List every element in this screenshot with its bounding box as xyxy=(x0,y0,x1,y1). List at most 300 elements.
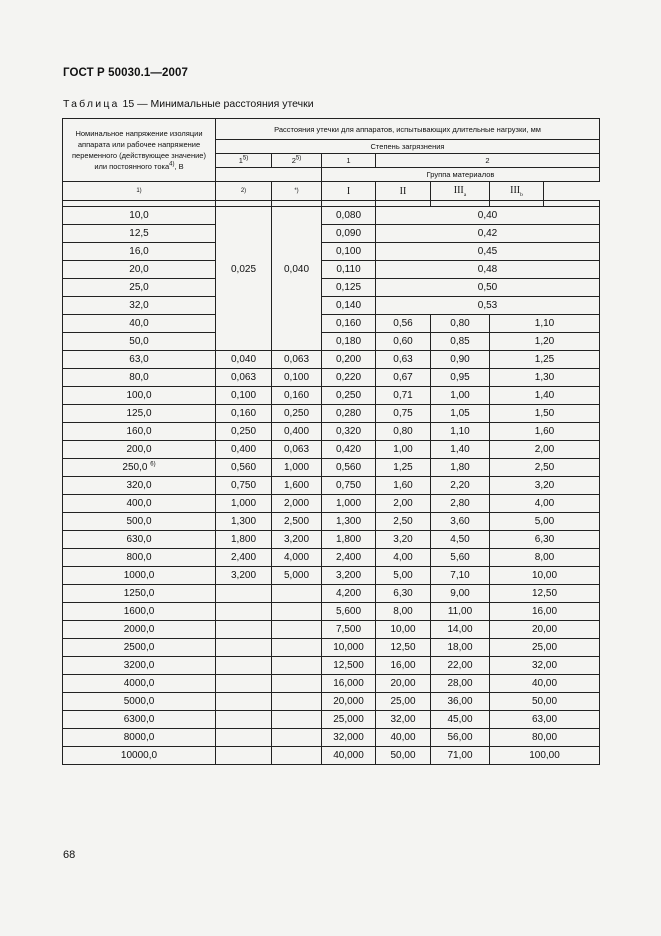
material-group-ii: II xyxy=(376,182,431,201)
p1-cell: 0,320 xyxy=(322,423,376,441)
voltage-value: 400,0 xyxy=(126,498,152,509)
voltage-cell xyxy=(63,531,216,549)
degree-d2-cell xyxy=(272,657,322,675)
degree-d1-cell: 0,750 xyxy=(216,477,272,495)
header-row-5 xyxy=(63,182,600,201)
voltage-cell xyxy=(63,585,216,603)
table-row xyxy=(63,513,600,531)
group-iii-cell: 1,30 xyxy=(490,369,600,387)
degree-d1-cell xyxy=(216,657,272,675)
group-i-cell: 5,00 xyxy=(376,567,431,585)
p1-cell: 20,000 xyxy=(322,693,376,711)
table-row xyxy=(63,261,600,279)
group-ii-cell: 2,20 xyxy=(431,477,490,495)
table-row xyxy=(63,531,600,549)
voltage-cell xyxy=(63,315,216,333)
group-ii-cell: 22,00 xyxy=(431,657,490,675)
p1-cell: 0,160 xyxy=(322,315,376,333)
table-row xyxy=(63,441,600,459)
p1-cell: 1,300 xyxy=(322,513,376,531)
group-i-cell: 3,20 xyxy=(376,531,431,549)
table-row xyxy=(63,549,600,567)
p1-cell: 0,420 xyxy=(322,441,376,459)
header-row-1 xyxy=(63,119,600,140)
group-i-cell: 10,00 xyxy=(376,621,431,639)
group-iii-cell: 80,00 xyxy=(490,729,600,747)
degree-d1-cell xyxy=(216,693,272,711)
degree-d1-cell xyxy=(216,675,272,693)
degree-d1-cell xyxy=(216,711,272,729)
table-row xyxy=(63,729,600,747)
p1-cell: 0,090 xyxy=(322,225,376,243)
group-ii-cell: 18,00 xyxy=(431,639,490,657)
material-group-sub: a xyxy=(463,191,467,198)
p1-cell: 32,000 xyxy=(322,729,376,747)
voltage-cell xyxy=(63,387,216,405)
p1-cell: 0,080 xyxy=(322,207,376,225)
group-all-cell: 0,42 xyxy=(376,225,600,243)
voltage-cell xyxy=(63,243,216,261)
group-i-cell: 8,00 xyxy=(376,603,431,621)
group-i-cell: 32,00 xyxy=(376,711,431,729)
group-ii-cell: 71,00 xyxy=(431,747,490,765)
p1-cell: 12,500 xyxy=(322,657,376,675)
p1-cell: 0,220 xyxy=(322,369,376,387)
group-ii-cell: 7,10 xyxy=(431,567,490,585)
table-caption xyxy=(63,98,314,110)
group-i-cell: 0,67 xyxy=(376,369,431,387)
table-row xyxy=(63,747,600,765)
voltage-cell xyxy=(63,693,216,711)
voltage-cell xyxy=(63,711,216,729)
table-row xyxy=(63,279,600,297)
header-voltage-suffix: , В xyxy=(174,162,184,171)
voltage-value: 6300,0 xyxy=(123,714,155,725)
table-row xyxy=(63,207,600,225)
voltage-value: 63,0 xyxy=(129,354,149,365)
degree-d1-cell xyxy=(216,729,272,747)
degree-d1-cell: 0,400 xyxy=(216,441,272,459)
group-iii-cell: 1,25 xyxy=(490,351,600,369)
degree-d2-cell xyxy=(272,225,322,243)
p1-cell: 0,140 xyxy=(322,297,376,315)
pollution-degree xyxy=(216,154,272,168)
voltage-cell xyxy=(63,405,216,423)
table-row xyxy=(63,603,600,621)
voltage-value: 8000,0 xyxy=(123,732,155,743)
group-ii-cell: 9,00 xyxy=(431,585,490,603)
group-i-cell: 20,00 xyxy=(376,675,431,693)
voltage-value: 500,0 xyxy=(126,516,152,527)
degree-d1-cell: 0,040 xyxy=(216,351,272,369)
material-group-iiib xyxy=(490,182,544,201)
header-blank xyxy=(216,168,322,182)
header-voltage-sup: 4) xyxy=(169,161,175,168)
degree-d1-cell xyxy=(216,639,272,657)
pollution-degree-sup: 5) xyxy=(242,155,249,162)
group-i-cell: 50,00 xyxy=(376,747,431,765)
degree-d1-cell: 2,400 xyxy=(216,549,272,567)
material-group-sub: b xyxy=(520,191,523,198)
voltage-cell xyxy=(63,747,216,765)
degree-d1-cell xyxy=(216,333,272,351)
caption-title: — Минимальные расстояния утечки xyxy=(137,98,314,110)
degree-d1-cell xyxy=(216,243,272,261)
voltage-value: 630,0 xyxy=(126,534,152,545)
group-all-cell: 0,48 xyxy=(376,261,600,279)
degree-d2-cell: 2,000 xyxy=(272,495,322,513)
voltage-value: 32,0 xyxy=(129,300,149,311)
degree-d2-cell: 3,200 xyxy=(272,531,322,549)
group-i-cell: 1,00 xyxy=(376,441,431,459)
degree-d2-cell xyxy=(272,333,322,351)
group-ii-cell: 3,60 xyxy=(431,513,490,531)
group-iii-cell: 100,00 xyxy=(490,747,600,765)
group-i-cell: 12,50 xyxy=(376,639,431,657)
group-i-cell: 1,60 xyxy=(376,477,431,495)
group-i-cell: 0,60 xyxy=(376,333,431,351)
table-row xyxy=(63,585,600,603)
table-row xyxy=(63,639,600,657)
material-group-label: III xyxy=(510,184,521,196)
table-row xyxy=(63,351,600,369)
voltage-value: 1000,0 xyxy=(123,570,155,581)
p1-cell: 0,200 xyxy=(322,351,376,369)
voltage-cell xyxy=(63,603,216,621)
voltage-value: 200,0 xyxy=(126,444,152,455)
group-ii-cell: 1,80 xyxy=(431,459,490,477)
voltage-value: 4000,0 xyxy=(123,678,155,689)
voltage-value: 80,0 xyxy=(129,372,149,383)
degree-d1-cell: 0,160 xyxy=(216,405,272,423)
group-iii-cell: 1,20 xyxy=(490,333,600,351)
table-row xyxy=(63,477,600,495)
table-row xyxy=(63,405,600,423)
voltage-cell xyxy=(63,621,216,639)
p1-cell: 0,750 xyxy=(322,477,376,495)
degree-d1-cell xyxy=(216,585,272,603)
degree-d2-cell xyxy=(272,297,322,315)
group-all-cell: 0,45 xyxy=(376,243,600,261)
header-creepage: Расстояния утечки для аппаратов, испытывающих длительные нагрузки, мм xyxy=(216,119,600,140)
group-ii-cell: 0,90 xyxy=(431,351,490,369)
voltage-cell xyxy=(63,441,216,459)
group-iii-cell: 16,00 xyxy=(490,603,600,621)
voltage-cell xyxy=(63,549,216,567)
table-row xyxy=(63,225,600,243)
pollution-degree: 2 xyxy=(376,154,600,168)
degree-d1-cell: 3,200 xyxy=(216,567,272,585)
group-ii-cell: 4,50 xyxy=(431,531,490,549)
degree-d1-cell: 1,300 xyxy=(216,513,272,531)
group-i-cell: 2,50 xyxy=(376,513,431,531)
degree-d1-cell: 1,000 xyxy=(216,495,272,513)
voltage-cell xyxy=(63,567,216,585)
group-all-cell: 0,53 xyxy=(376,297,600,315)
degree-d2-cell: 1,600 xyxy=(272,477,322,495)
caption-prefix: Таблица xyxy=(63,98,120,110)
group-ii-cell: 0,85 xyxy=(431,333,490,351)
degree-d2-cell xyxy=(272,621,322,639)
table-row xyxy=(63,243,600,261)
header-pollution: Степень загрязнения xyxy=(216,140,600,154)
table-row xyxy=(63,297,600,315)
page-number: 68 xyxy=(63,849,76,861)
degree-d2-cell: 0,063 xyxy=(272,351,322,369)
p1-cell: 1,000 xyxy=(322,495,376,513)
group-iii-cell: 12,50 xyxy=(490,585,600,603)
degree-d2-cell xyxy=(272,729,322,747)
p1-cell: 0,180 xyxy=(322,333,376,351)
table-row xyxy=(63,369,600,387)
degree-d1-cell: 0,250 xyxy=(216,423,272,441)
group-all-cell: 0,50 xyxy=(376,279,600,297)
material-group-i: I xyxy=(322,182,376,201)
degree-d1-cell xyxy=(216,603,272,621)
voltage-value: 100,0 xyxy=(126,390,152,401)
group-iii-cell: 50,00 xyxy=(490,693,600,711)
degree-d2-cell xyxy=(272,747,322,765)
p1-cell: 0,250 xyxy=(322,387,376,405)
group-iii-cell: 1,50 xyxy=(490,405,600,423)
p1-cell: 2,400 xyxy=(322,549,376,567)
group-i-cell: 1,25 xyxy=(376,459,431,477)
voltage-value: 320,0 xyxy=(126,480,152,491)
degree-d2-cell xyxy=(272,279,322,297)
header-material-group: Группа материалов xyxy=(322,168,600,182)
group-ii-cell: 28,00 xyxy=(431,675,490,693)
group-ii-cell: 0,95 xyxy=(431,369,490,387)
group-i-cell: 0,75 xyxy=(376,405,431,423)
p1-cell: 4,200 xyxy=(322,585,376,603)
pollution-degree xyxy=(272,154,322,168)
voltage-cell xyxy=(63,333,216,351)
header-voltage-text: Номинальное напряжение изоляции аппарата или рабочее напряжение переменного (действующее значение) или постоянного тока xyxy=(72,129,206,171)
degree-d2-cell xyxy=(272,693,322,711)
p1-cell: 3,200 xyxy=(322,567,376,585)
degree-d1-cell: 0,560 xyxy=(216,459,272,477)
degree-d2-cell: 0,063 xyxy=(272,441,322,459)
table-row xyxy=(63,693,600,711)
table-row xyxy=(63,333,600,351)
group-all-cell: 0,40 xyxy=(376,207,600,225)
voltage-cell xyxy=(63,495,216,513)
group-ii-cell: 5,60 xyxy=(431,549,490,567)
group-ii-cell: 1,10 xyxy=(431,423,490,441)
degree-d2-cell xyxy=(272,603,322,621)
group-ii-cell: 14,00 xyxy=(431,621,490,639)
p1-cell: 0,125 xyxy=(322,279,376,297)
group-iii-cell: 10,00 xyxy=(490,567,600,585)
voltage-value: 10,0 xyxy=(129,210,149,221)
group-ii-cell: 36,00 xyxy=(431,693,490,711)
degree-d1-cell xyxy=(216,279,272,297)
voltage-cell xyxy=(63,675,216,693)
voltage-cell xyxy=(63,225,216,243)
group-i-cell: 2,00 xyxy=(376,495,431,513)
degree-d1-cell xyxy=(216,207,272,225)
group-iii-cell: 1,10 xyxy=(490,315,600,333)
group-ii-cell: 45,00 xyxy=(431,711,490,729)
group-i-cell: 16,00 xyxy=(376,657,431,675)
header-voltage xyxy=(63,119,216,182)
group-ii-cell: 0,80 xyxy=(431,315,490,333)
group-iii-cell: 4,00 xyxy=(490,495,600,513)
degree-d2-cell: 0,100 xyxy=(272,369,322,387)
voltage-value: 25,0 xyxy=(129,282,149,293)
p1-cell: 0,280 xyxy=(322,405,376,423)
table-row xyxy=(63,621,600,639)
voltage-value: 1250,0 xyxy=(123,588,155,599)
group-iii-cell: 1,60 xyxy=(490,423,600,441)
group-iii-cell: 40,00 xyxy=(490,675,600,693)
voltage-value: 160,0 xyxy=(126,426,152,437)
voltage-value: 3200,0 xyxy=(123,660,155,671)
table-row xyxy=(63,657,600,675)
voltage-cell xyxy=(63,261,216,279)
degree-d2-cell: 0,400 xyxy=(272,423,322,441)
footnote-ref: *) xyxy=(272,182,322,201)
group-ii-cell: 1,05 xyxy=(431,405,490,423)
material-group-iiia xyxy=(431,182,490,201)
degree-d2-cell xyxy=(272,711,322,729)
degree-d2-cell xyxy=(272,585,322,603)
degree-d1-cell xyxy=(216,225,272,243)
degree-d1-cell: 1,800 xyxy=(216,531,272,549)
group-i-cell: 4,00 xyxy=(376,549,431,567)
p1-cell: 0,560 xyxy=(322,459,376,477)
degree-d1-cell: 0,100 xyxy=(216,387,272,405)
degree-d2-cell: 0,160 xyxy=(272,387,322,405)
voltage-cell xyxy=(63,513,216,531)
degree-d2-cell: 0,040 xyxy=(272,261,322,279)
p1-cell: 7,500 xyxy=(322,621,376,639)
voltage-cell xyxy=(63,423,216,441)
creepage-table xyxy=(62,118,600,765)
group-iii-cell: 6,30 xyxy=(490,531,600,549)
voltage-value: 800,0 xyxy=(126,552,152,563)
voltage-value: 50,0 xyxy=(129,336,149,347)
voltage-value: 20,0 xyxy=(129,264,149,275)
degree-d2-cell: 1,000 xyxy=(272,459,322,477)
voltage-cell xyxy=(63,297,216,315)
group-iii-cell: 1,40 xyxy=(490,387,600,405)
group-i-cell: 40,00 xyxy=(376,729,431,747)
table-body xyxy=(63,119,600,765)
group-i-cell: 25,00 xyxy=(376,693,431,711)
group-ii-cell: 11,00 xyxy=(431,603,490,621)
pollution-degree: 1 xyxy=(322,154,376,168)
voltage-footnote: 6) xyxy=(150,461,156,468)
caption-number: 15 xyxy=(122,98,135,110)
group-ii-cell: 2,80 xyxy=(431,495,490,513)
voltage-value: 1600,0 xyxy=(123,606,155,617)
voltage-cell xyxy=(63,351,216,369)
degree-d2-cell: 0,250 xyxy=(272,405,322,423)
footnote-ref: 2) xyxy=(216,182,272,201)
voltage-cell xyxy=(63,459,216,477)
voltage-value: 16,0 xyxy=(129,246,149,257)
voltage-value: 125,0 xyxy=(126,408,152,419)
voltage-cell xyxy=(63,369,216,387)
voltage-value: 40,0 xyxy=(129,318,149,329)
degree-d1-cell xyxy=(216,621,272,639)
table-row xyxy=(63,675,600,693)
p1-cell: 0,110 xyxy=(322,261,376,279)
degree-d1-cell: 0,025 xyxy=(216,261,272,279)
voltage-cell xyxy=(63,207,216,225)
group-iii-cell: 2,00 xyxy=(490,441,600,459)
group-iii-cell: 20,00 xyxy=(490,621,600,639)
degree-d1-cell xyxy=(216,747,272,765)
footnote-ref: 1) xyxy=(63,182,216,201)
p1-cell: 40,000 xyxy=(322,747,376,765)
degree-d2-cell xyxy=(272,243,322,261)
degree-d2-cell xyxy=(272,207,322,225)
voltage-value: 2500,0 xyxy=(123,642,155,653)
group-iii-cell: 2,50 xyxy=(490,459,600,477)
degree-d2-cell: 5,000 xyxy=(272,567,322,585)
voltage-value: 12,5 xyxy=(129,228,149,239)
material-group-label: III xyxy=(453,184,464,196)
voltage-cell xyxy=(63,657,216,675)
pollution-degree-value: 1 xyxy=(238,156,243,165)
group-iii-cell: 63,00 xyxy=(490,711,600,729)
degree-d1-cell: 0,063 xyxy=(216,369,272,387)
table-row xyxy=(63,711,600,729)
table-row xyxy=(63,567,600,585)
group-i-cell: 0,80 xyxy=(376,423,431,441)
voltage-cell xyxy=(63,477,216,495)
degree-d2-cell xyxy=(272,639,322,657)
group-i-cell: 0,63 xyxy=(376,351,431,369)
table-row xyxy=(63,459,600,477)
voltage-cell xyxy=(63,279,216,297)
p1-cell: 25,000 xyxy=(322,711,376,729)
voltage-value: 10000,0 xyxy=(120,750,158,761)
voltage-value: 2000,0 xyxy=(123,624,155,635)
degree-d2-cell xyxy=(272,315,322,333)
voltage-value: 250,0 xyxy=(122,462,148,473)
table-row xyxy=(63,423,600,441)
group-i-cell: 0,71 xyxy=(376,387,431,405)
table-row xyxy=(63,315,600,333)
table-row xyxy=(63,387,600,405)
degree-d2-cell: 4,000 xyxy=(272,549,322,567)
p1-cell: 0,100 xyxy=(322,243,376,261)
degree-d1-cell xyxy=(216,297,272,315)
group-i-cell: 6,30 xyxy=(376,585,431,603)
group-iii-cell: 5,00 xyxy=(490,513,600,531)
p1-cell: 5,600 xyxy=(322,603,376,621)
pollution-degree-sup: 5) xyxy=(295,155,302,162)
group-ii-cell: 1,00 xyxy=(431,387,490,405)
group-iii-cell: 3,20 xyxy=(490,477,600,495)
degree-d2-cell xyxy=(272,675,322,693)
voltage-cell xyxy=(63,639,216,657)
p1-cell: 1,800 xyxy=(322,531,376,549)
group-i-cell: 0,56 xyxy=(376,315,431,333)
group-iii-cell: 32,00 xyxy=(490,657,600,675)
degree-d2-cell: 2,500 xyxy=(272,513,322,531)
p1-cell: 16,000 xyxy=(322,675,376,693)
voltage-cell xyxy=(63,729,216,747)
table-row xyxy=(63,495,600,513)
group-iii-cell: 8,00 xyxy=(490,549,600,567)
voltage-value: 5000,0 xyxy=(123,696,155,707)
degree-d1-cell xyxy=(216,315,272,333)
pollution-degree-value: 2 xyxy=(291,156,296,165)
